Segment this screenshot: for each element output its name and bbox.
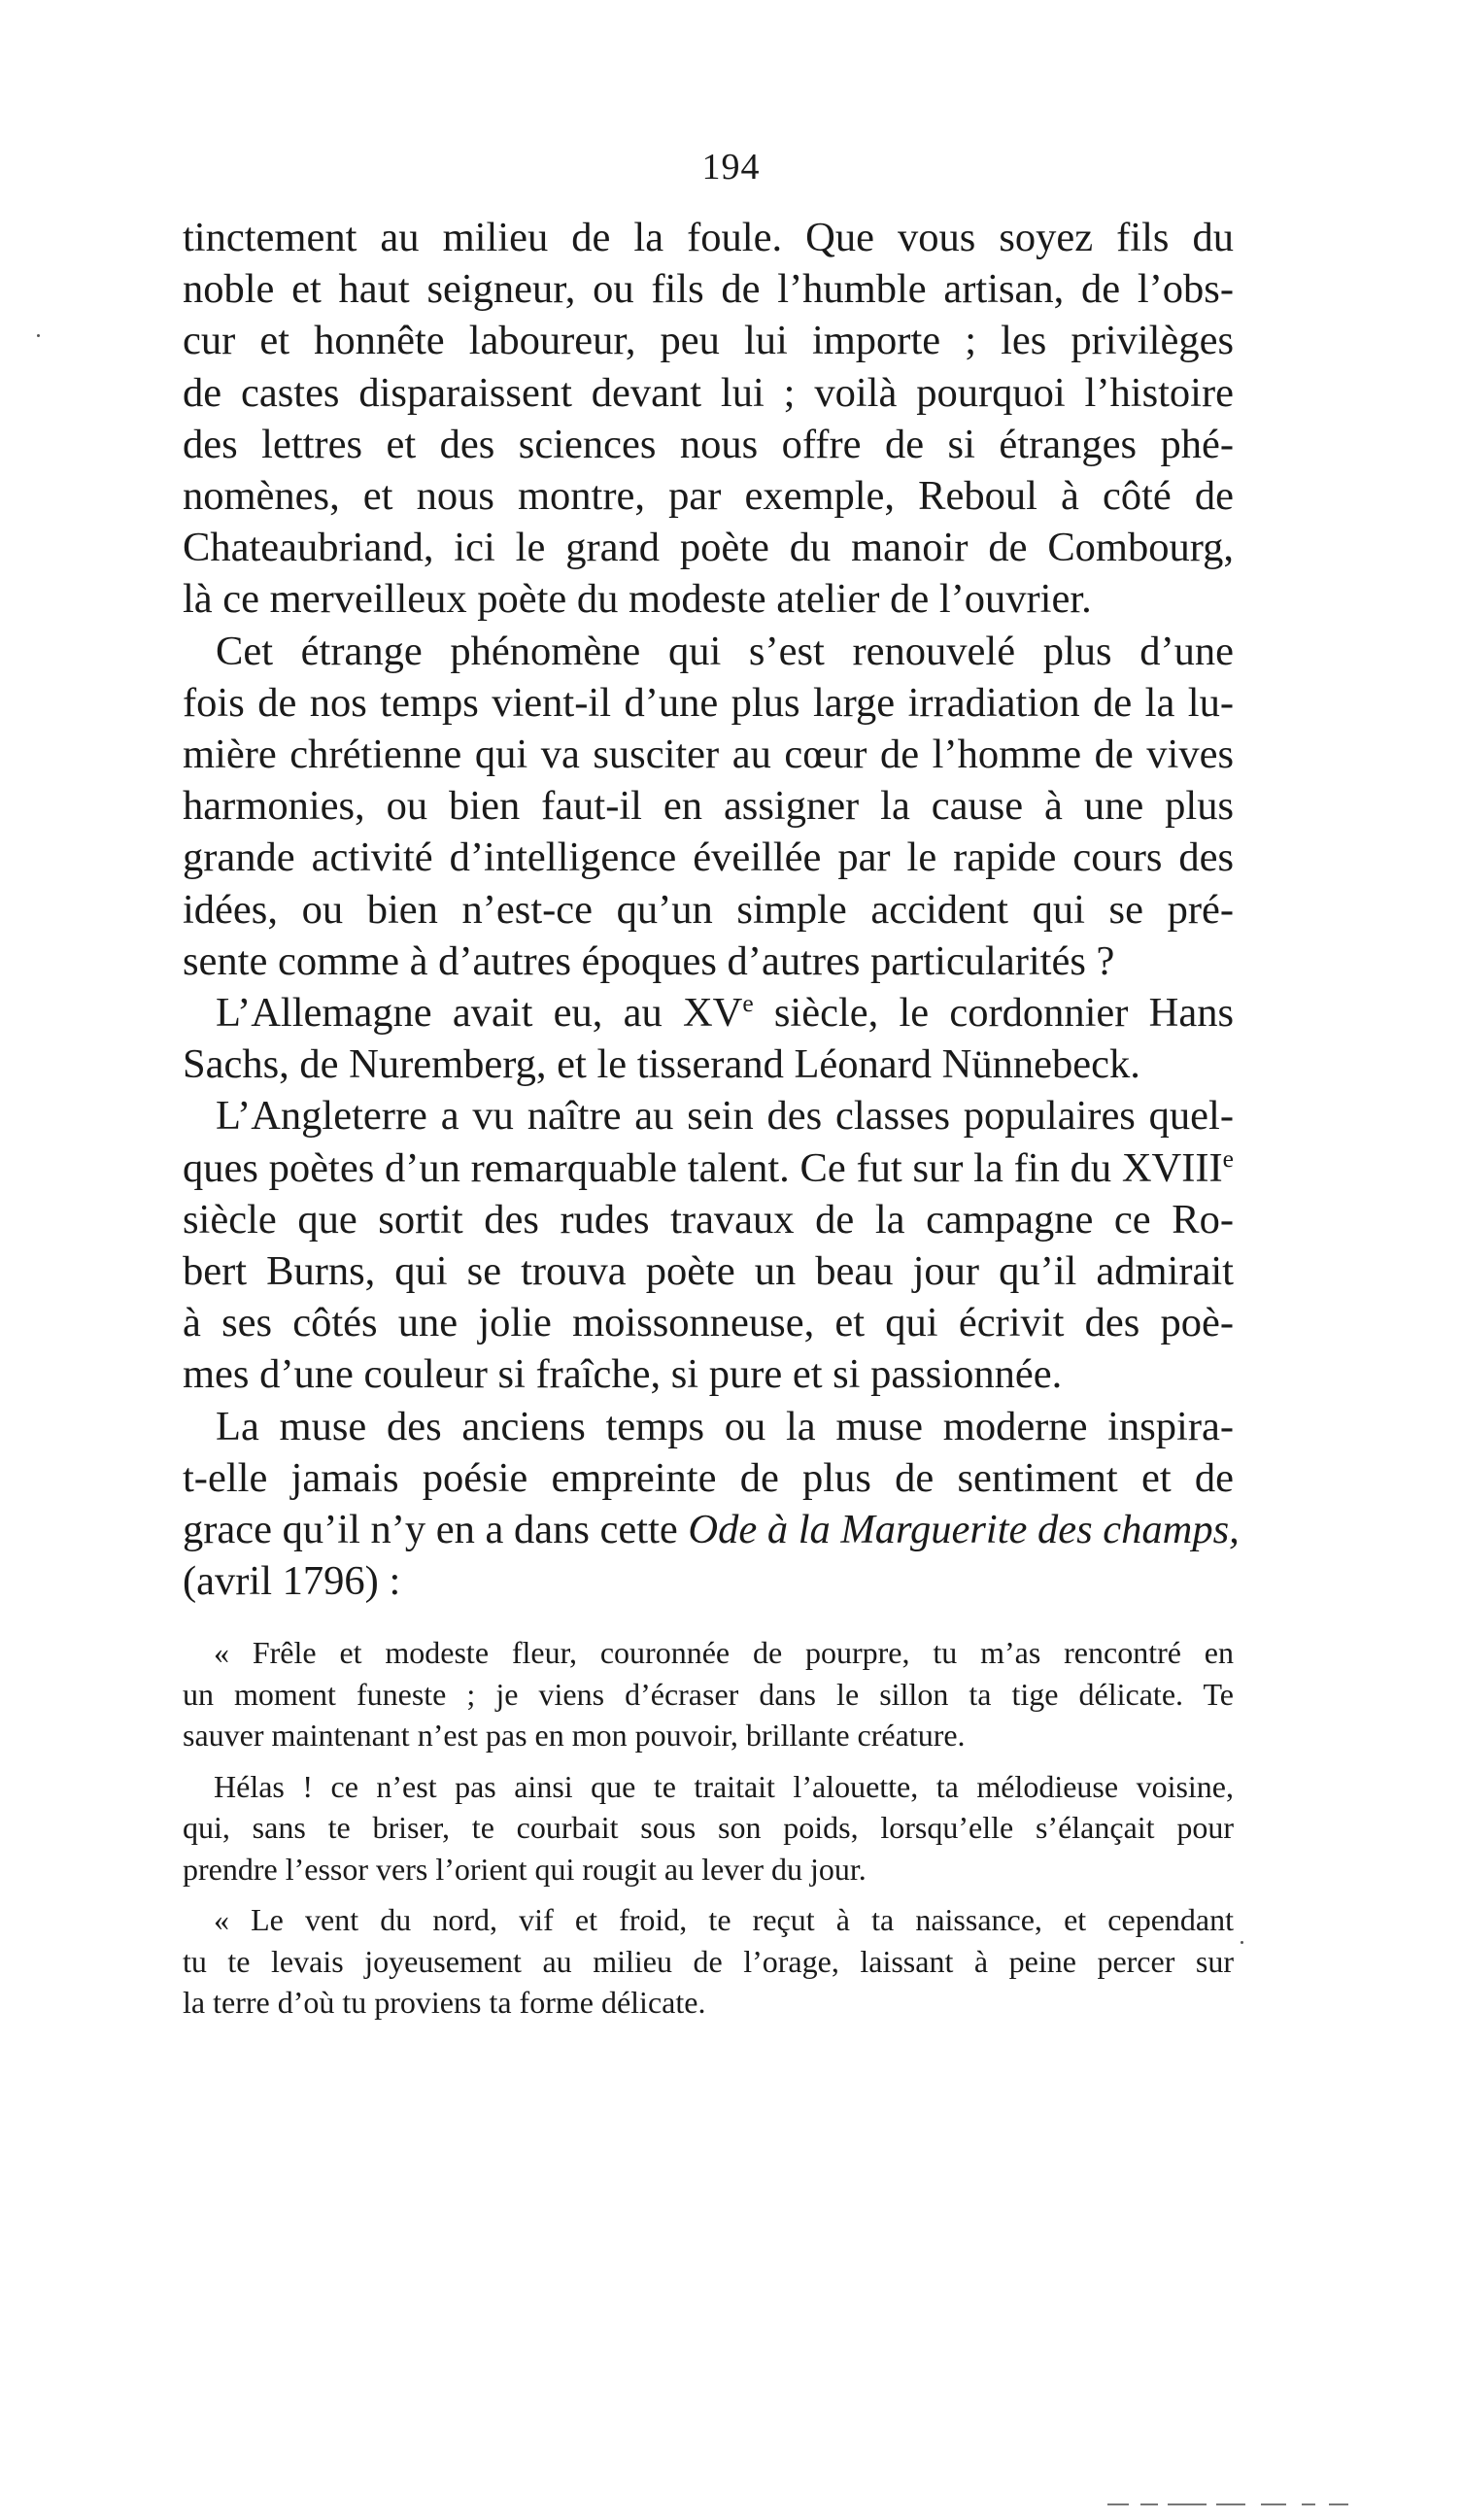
paragraph-5 bbox=[183, 1401, 1240, 1608]
quote-line: « Le vent du nord, vif et froid, te reçut à ta naissance, et cependant bbox=[214, 1902, 1234, 1937]
text-line: des lettres et des sciences nous offre de si étranges phé- bbox=[183, 421, 1234, 467]
quote-line: qui, sans te briser, te courbait sous son poids, lorsqu’elle s’élançait pour bbox=[183, 1810, 1234, 1845]
text-line: (avril 1796) : bbox=[183, 1558, 401, 1605]
quote-paragraph-3 bbox=[183, 1899, 1234, 2024]
quote-paragraph-1 bbox=[183, 1632, 1234, 1756]
ode-title: Ode à la Marguerite des champs, bbox=[688, 1507, 1240, 1553]
paragraph-3 bbox=[183, 987, 1234, 1090]
quote-line: la terre d’où tu proviens ta forme délicate. bbox=[183, 1985, 706, 2020]
quote-paragraph-2 bbox=[183, 1766, 1234, 1890]
text-line: Cet étrange phénomène qui s’est renouvelé plus d’une bbox=[216, 628, 1234, 674]
scan-edge-marks bbox=[1107, 2503, 1399, 2509]
text-line: Chateaubriand, ici le grand poète du manoir de Combourg, bbox=[183, 525, 1234, 571]
quoted-translation bbox=[183, 1632, 1234, 2033]
text-fragment: grace qu’il n’y en a dans cette bbox=[183, 1507, 678, 1553]
text-line: sente comme à d’autres époques d’autres particularités ? bbox=[183, 937, 1115, 984]
quote-line: prendre l’essor vers l’orient qui rougit au lever du jour. bbox=[183, 1851, 867, 1887]
paragraph-4 bbox=[183, 1090, 1234, 1400]
text-line: La muse des anciens temps ou la muse moderne inspira- bbox=[216, 1403, 1234, 1449]
text-line: cur et honnête laboureur, peu lui importe ; les privilèges bbox=[183, 318, 1234, 364]
paragraph-1 bbox=[183, 212, 1234, 626]
text-line: idées, ou bien n’est-ce qu’un simple accident qui se pré- bbox=[183, 886, 1234, 933]
text-line: ques poètes d’un remarquable talent. Ce fut sur la fin du XVIIIe bbox=[183, 1143, 1234, 1191]
scan-speck bbox=[37, 334, 40, 337]
text-line: noble et haut seigneur, ou fils de l’humble artisan, de l’obs- bbox=[183, 266, 1234, 313]
quote-line: sauver maintenant n’est pas en mon pouvoir, brillante créature. bbox=[183, 1718, 966, 1753]
text-line: L’Allemagne avait eu, au XVe siècle, le cordonnier Hans bbox=[216, 988, 1234, 1037]
text-line: harmonies, ou bien faut-il en assigner la cause à une plus bbox=[183, 783, 1234, 830]
quote-line: Hélas ! ce n’est pas ainsi que te traitait l’alouette, ta mélodieuse voisine, bbox=[214, 1768, 1234, 1804]
quote-line: « Frêle et modeste fleur, couronnée de pourpre, tu m’as rencontré en bbox=[214, 1635, 1234, 1670]
text-line: là ce merveilleux poète du modeste atelier de l’ouvrier. bbox=[183, 576, 1092, 623]
paragraph-2 bbox=[183, 626, 1234, 987]
text-line: L’Angleterre a vu naître au sein des classes populaires quel- bbox=[216, 1093, 1234, 1140]
text-line: mière chrétienne qui va susciter au cœur de l’homme de vives bbox=[183, 732, 1234, 778]
text-line: à ses côtés une jolie moissonneuse, et qui écrivit des poè- bbox=[183, 1300, 1234, 1346]
text-line: de castes disparaissent devant lui ; voilà pourquoi l’histoire bbox=[183, 369, 1234, 416]
text-line-with-title bbox=[183, 1504, 1240, 1555]
text-line: grande activité d’intelligence éveillée par le rapide cours des bbox=[183, 834, 1234, 881]
text-line: Sachs, de Nuremberg, et le tisserand Léonard Nünnebeck. bbox=[183, 1041, 1140, 1088]
text-line: nomènes, et nous montre, par exemple, Reboul à côté de bbox=[183, 473, 1234, 520]
text-line: bert Burns, qui se trouva poète un beau jour qu’il admirait bbox=[183, 1248, 1234, 1295]
scan-speck bbox=[1241, 1941, 1243, 1944]
body-text bbox=[183, 212, 1240, 1607]
text-line: mes d’une couleur si fraîche, si pure et si passionnée. bbox=[183, 1351, 1063, 1398]
text-line: tinctement au milieu de la foule. Que vous soyez fils du bbox=[183, 215, 1234, 260]
text-line: siècle que sortit des rudes travaux de la campagne ce Ro- bbox=[183, 1196, 1234, 1243]
text-line: fois de nos temps vient-il d’une plus large irradiation de la lu- bbox=[183, 679, 1234, 726]
text-line: t-elle jamais poésie empreinte de plus de sentiment et de bbox=[183, 1454, 1234, 1501]
page-number: 194 bbox=[701, 147, 761, 187]
quote-line: un moment funeste ; je viens d’écraser dans le sillon ta tige délicate. Te bbox=[183, 1676, 1234, 1712]
quote-line: tu te levais joyeusement au milieu de l’orage, laissant à peine percer sur bbox=[183, 1943, 1234, 1979]
